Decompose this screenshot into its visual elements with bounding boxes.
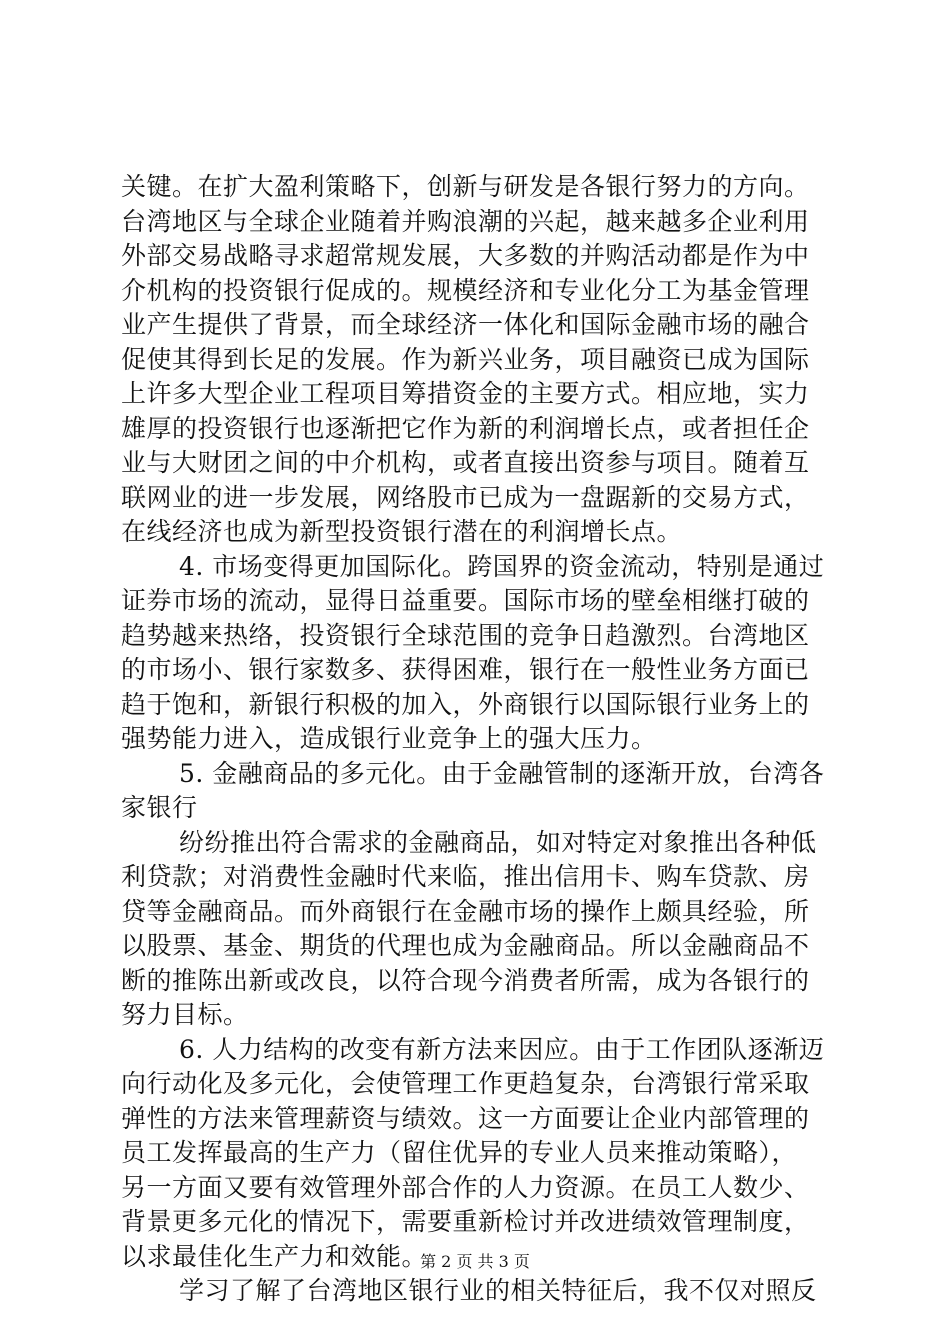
text-line: 趋于饱和，新银行积极的加入，外商银行以国际银行业务上的: [121, 689, 810, 719]
text-line: 利贷款；对消费性金融时代来临，推出信用卡、购车贷款、房: [121, 862, 810, 891]
paragraph-start-line: 学习了解了台湾地区银行业的相关特征后，我不仅对照反: [179, 1276, 817, 1305]
text-line: 证券市场的流动，显得日益重要。国际市场的壁垒相继打破的: [121, 586, 810, 615]
text-line: 背景更多元化的情况下，需要重新检讨并改进绩效管理制度，: [121, 1207, 810, 1236]
paragraph-start-line: 4. 市场变得更加国际化。跨国界的资金流动，特别是通过: [179, 551, 825, 581]
text-line: 贷等金融商品。而外商银行在金融市场的操作上颇具经验，所: [121, 896, 810, 926]
text-line: 外部交易战略寻求超常规发展，大多数的并购活动都是作为中: [121, 241, 810, 270]
text-line: 促使其得到长足的发展。作为新兴业务，项目融资已成为国际: [121, 344, 810, 374]
page-footer: [0, 1252, 950, 1272]
text-line: 业与大财团之间的中介机构，或者直接出资参与项目。随着互: [121, 448, 810, 477]
text-line: 雄厚的投资银行也逐渐把它作为新的利润增长点，或者担任企: [121, 413, 810, 443]
text-line: 业产生提供了背景，而全球经济一体化和国际金融市场的融合: [121, 310, 810, 339]
text-line: 努力目标。: [121, 1000, 249, 1029]
text-line: 以求最佳化生产力和效能。: [121, 1241, 428, 1271]
text-line: 关键。在扩大盈利策略下，创新与研发是各银行努力的方向。: [121, 172, 810, 201]
paragraph-start-line: 6. 人力结构的改变有新方法来因应。由于工作团队逐渐迈: [179, 1034, 825, 1064]
text-line: 另一方面又要有效管理外部合作的人力资源。在员工人数少、: [121, 1172, 810, 1202]
paragraph-start-line: 纷纷推出符合需求的金融商品，如对特定对象推出各种低: [179, 827, 817, 857]
text-line: 员工发挥最高的生产力（留住优异的专业人员来推动策略），: [121, 1138, 798, 1167]
text-line: 介机构的投资银行促成的。规模经济和专业化分工为基金管理: [121, 275, 810, 305]
document-body: [121, 170, 833, 1309]
text-line: 断的推陈出新或改良，以符合现今消费者所需，成为各银行的: [121, 965, 810, 995]
text-line: 上许多大型企业工程项目筹措资金的主要方式。相应地，实力: [121, 379, 810, 408]
text-line: 在线经济也成为新型投资银行潜在的利润增长点。: [121, 517, 683, 546]
text-line: 趋势越来热络，投资银行全球范围的竞争日趋激烈。台湾地区: [121, 620, 810, 650]
text-line: 的市场小、银行家数多、获得困难，银行在一般性业务方面已: [121, 655, 810, 684]
text-line: 台湾地区与全球企业随着并购浪潮的兴起，越来越多企业利用: [121, 206, 810, 236]
text-line: 向行动化及多元化，会使管理工作更趋复杂，台湾银行常采取: [121, 1069, 810, 1098]
page-number-label: 第 2 页 共 3 页: [420, 1252, 530, 1271]
text-line: 联网业的进一步发展，网络股市已成为一盘踞新的交易方式，: [121, 482, 810, 512]
paragraph-start-line: 5. 金融商品的多元化。由于金融管制的逐渐开放，台湾各: [179, 758, 825, 788]
text-line: 弹性的方法来管理薪资与绩效。这一方面要让企业内部管理的: [121, 1103, 810, 1133]
text-line: 家银行: [121, 793, 198, 822]
text-line: 以股票、基金、期货的代理也成为金融商品。所以金融商品不: [121, 931, 810, 960]
text-line: 强势能力进入，造成银行业竞争上的强大压力。: [121, 724, 657, 753]
